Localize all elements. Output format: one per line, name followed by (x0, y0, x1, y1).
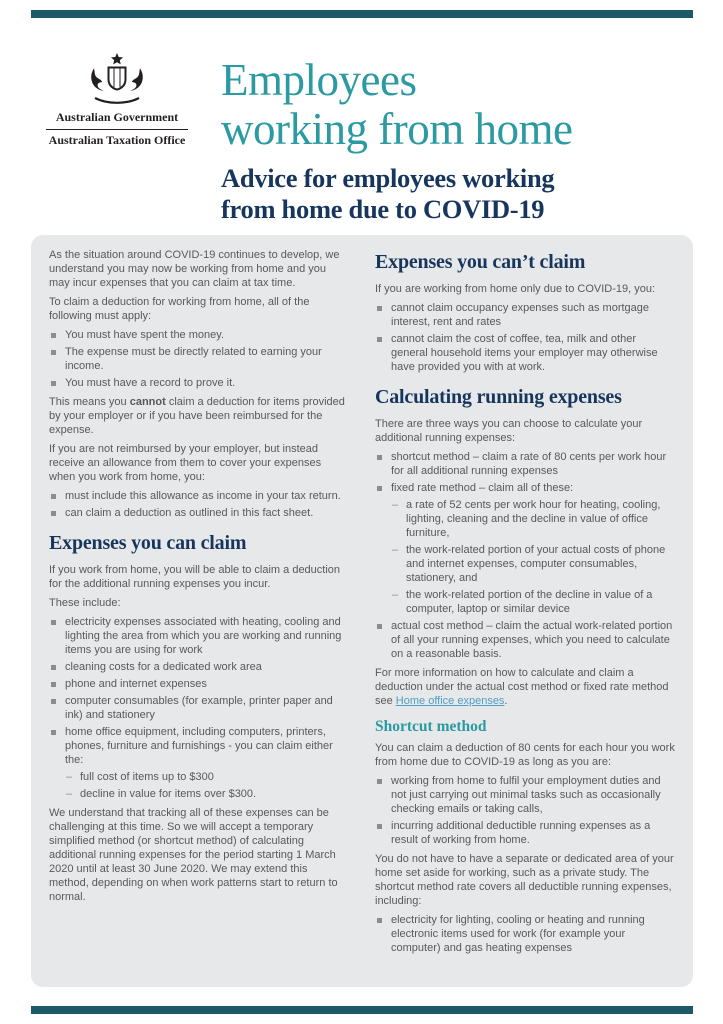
fixed-rate-sublist (391, 498, 675, 616)
list-item: can claim a deduction as outlined in this fact sheet. (49, 506, 349, 520)
list-item: shortcut method – claim a rate of 80 cents per work hour for all additional running expenses (375, 450, 675, 478)
page-title-line2: working from home (221, 104, 573, 154)
content-panel (31, 235, 693, 987)
list-item: electricity expenses associated with heating, cooling and lighting the area from which you are working and running items you are using for work (49, 615, 349, 657)
list-item: cannot claim the cost of coffee, tea, milk and other general household items your employer may otherwise have provided you with at work. (375, 332, 675, 374)
home-office-equipment-sublist (65, 770, 349, 801)
logo-ato-text: Australian Taxation Office (48, 132, 186, 147)
allowance-list (49, 489, 349, 520)
paragraph-these-include: These include: (49, 597, 121, 609)
list-item: computer consumables (for example, printer paper and ink) and stationery (49, 694, 349, 722)
left-column (49, 248, 349, 987)
paragraph-more-information (375, 666, 675, 708)
list-item: You must have a record to prove it. (49, 376, 349, 390)
page-title-line1: Employees (221, 55, 417, 105)
list-item: cannot claim occupancy expenses such as mortgage interest, rent and rates (375, 301, 675, 329)
list-item: – full cost of items up to $300 (65, 770, 349, 784)
conditions-list (49, 328, 349, 390)
page-subtitle-line2: from home due to COVID-19 (221, 194, 545, 224)
logo-divider (46, 129, 188, 130)
list-item: working from home to fulfil your employment duties and not just carrying out minimal tasks such as occasionally checking emails or taking calls, (375, 774, 675, 816)
list-item: must include this allowance as income in your tax return. (49, 489, 349, 503)
list-item (49, 725, 349, 801)
list-item: actual cost method – claim the actual work-related portion of all your running expenses, which you need to calculate on a reasonable basis. (375, 619, 675, 661)
shortcut-conditions-list (375, 774, 675, 847)
text-run: For more information on how to calculate and claim a deduction under the actual cost method or fixed rate method see (375, 667, 669, 707)
list-item: – the work-related portion of the decline in value of a computer, laptop or similar device (391, 588, 675, 616)
calculation-methods-list (375, 450, 675, 661)
logo-government-text: Australian Government (55, 110, 179, 124)
heading-expenses-you-cant-claim: Expenses you can’t claim (375, 251, 586, 273)
ato-logo (46, 52, 188, 148)
list-item: cleaning costs for a dedicated work area (49, 660, 349, 674)
paragraph-allowance: If you are not reimbursed by your employer, but instead receive an allowance from them to cover your expenses when you work from home, you: (49, 443, 322, 483)
list-item: You must have spent the money. (49, 328, 349, 342)
list-item: The expense must be directly related to earning your income. (49, 345, 349, 373)
right-column (375, 248, 675, 987)
non-claimable-list (375, 301, 675, 374)
paragraph-shortcut-intro: You can claim a deduction of 80 cents for each hour you work from home due to COVID-19 as long as you are: (375, 742, 675, 768)
australian-coat-of-arms-icon (75, 52, 159, 108)
list-item: incurring additional deductible running expenses as a result of working from home. (375, 819, 675, 847)
paragraph-can-claim-intro: If you work from home, you will be able to claim a deduction for the additional running expenses you incur. (49, 564, 341, 590)
list-item: – the work-related portion of your actual costs of phone and internet expenses, computer consumables, stationery, and (391, 543, 675, 585)
masthead (221, 56, 701, 225)
list-item: phone and internet expenses (49, 677, 349, 691)
bottom-edge-bar (31, 1006, 693, 1014)
list-item: electricity for lighting, cooling or heating and running electronic items used for work (for example your computer) and gas heating expenses (375, 913, 675, 955)
home-office-expenses-link[interactable]: Home office expenses (395, 695, 505, 707)
text-run: . (504, 695, 508, 707)
paragraph-three-ways: There are three ways you can choose to calculate your additional running expenses: (375, 418, 643, 444)
list-item: – decline in value for items over $300. (65, 787, 349, 801)
heading-calculating-running-expenses: Calculating running expenses (375, 386, 622, 408)
paragraph-cannot-claim (49, 395, 349, 437)
bold-cannot: cannot (129, 396, 166, 408)
text-run: This means you (49, 396, 130, 408)
heading-shortcut-method: Shortcut method (375, 718, 487, 735)
list-item (375, 481, 675, 616)
text-run: claim a deduction for items provided by your employer or if you have been reimbursed for the expense. (49, 396, 345, 436)
paragraph-shortcut-announcement: We understand that tracking all of these expenses can be challenging at this time. So we will accept a temporary simplified method (or shortcut method) of calculating additional running expenses for the period starting 1 March 2020 until at least 30 June 2020. We may extend this method, depending on when work patterns start to return to normal. (49, 807, 338, 903)
shortcut-covers-list (375, 913, 675, 955)
text-run: home office equipment, including computers, printers, phones, furniture and furnishings - you can claim either the: (65, 726, 333, 766)
page-subtitle-line1: Advice for employees working (221, 163, 555, 193)
paragraph-no-dedicated-area: You do not have to have a separate or dedicated area of your home set aside for working, such as a private study. The shortcut method rate covers all deductible running expenses, including: (375, 853, 674, 907)
heading-expenses-you-can-claim: Expenses you can claim (49, 532, 247, 554)
text-run: fixed rate method – claim all of these: (391, 482, 574, 494)
list-item: – a rate of 52 cents per work hour for heating, cooling, lighting, cleaning and the decline in value of office furniture, (391, 498, 675, 540)
page-title (221, 56, 701, 154)
paragraph-intro: As the situation around COVID-19 continues to develop, we understand you may now be working from home and you may incur expenses that you can claim at tax time. (49, 249, 340, 289)
claimable-expenses-list (49, 615, 349, 801)
top-edge-bar (31, 10, 693, 18)
paragraph-cant-claim-intro: If you are working from home only due to COVID-19, you: (375, 283, 656, 295)
page-subtitle (221, 163, 701, 225)
paragraph-claim-conditions: To claim a deduction for working from home, all of the following must apply: (49, 296, 310, 322)
